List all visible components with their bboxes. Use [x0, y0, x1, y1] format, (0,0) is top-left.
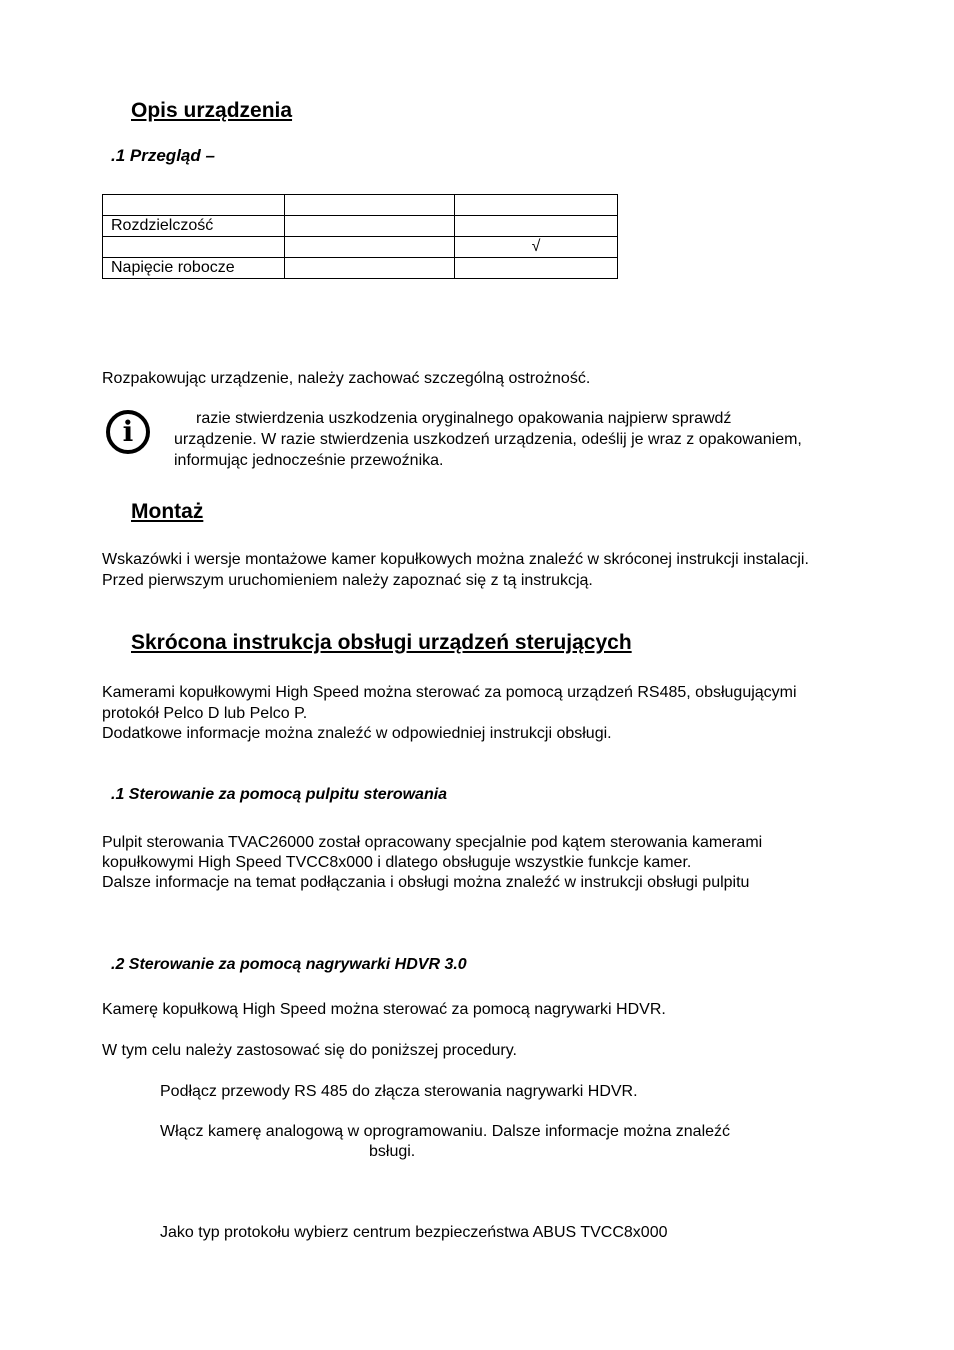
hdvr-step-2a: Włącz kamerę analogową w oprogramowaniu. Dalsze informacje można znaleźć — [160, 1123, 731, 1140]
subheading-hdvr: .2 Sterowanie za pomocą nagrywarki HDVR 3.0 — [111, 956, 467, 973]
pulpit-line-1: Pulpit sterowania TVAC26000 został opracowany specjalnie pod kątem sterowania kamerami — [102, 834, 763, 851]
table-cell — [285, 216, 455, 237]
montaz-line-1: Wskazówki i wersje montażowe kamer kopułkowych można znaleźć w skróconej instrukcji instalacji. — [102, 551, 809, 568]
info-icon-glyph: i — [122, 415, 134, 448]
table-row — [103, 195, 618, 216]
table-row — [103, 237, 618, 258]
table-cell — [285, 237, 455, 258]
hdvr-step-3: Jako typ protokołu wybierz centrum bezpieczeństwa ABUS TVCC8x000 — [160, 1224, 668, 1241]
table-row — [103, 258, 618, 279]
montaz-line-2: Przed pierwszym uruchomieniem należy zapoznać się z tą instrukcją. — [102, 572, 593, 589]
hdvr-line-1: Kamerę kopułkową High Speed można sterować za pomocą nagrywarki HDVR. — [102, 1001, 666, 1018]
pulpit-line-2: kopułkowymi High Speed TVCC8x000 i dlatego obsługuje wszystkie funkcje kamer. — [102, 854, 692, 871]
skrocona-line-1: Kamerami kopułkowymi High Speed można sterować za pomocą urządzeń RS485, obsługującymi — [102, 684, 797, 701]
table-cell — [103, 195, 285, 216]
table-cell — [285, 258, 455, 279]
note-line-2: urządzenie. W razie stwierdzenia uszkodzeń urządzenia, odeślij je wraz z opakowaniem, — [174, 431, 802, 448]
subheading-przeglad: .1 Przegląd – — [111, 146, 215, 165]
table-cell: Napięcie robocze — [103, 258, 285, 279]
table-cell: √ — [455, 237, 618, 258]
unpack-text: Rozpakowując urządzenie, należy zachować szczególną ostrożność. — [102, 370, 591, 387]
subheading-pulpit: .1 Sterowanie za pomocą pulpitu sterowania — [111, 786, 448, 803]
table-row — [103, 216, 618, 237]
spec-table — [102, 194, 618, 279]
note-line-1: razie stwierdzenia uszkodzenia oryginalnego opakowania najpierw sprawdź — [196, 410, 732, 427]
table-cell: Rozdzielczość — [103, 216, 285, 237]
table-cell — [455, 258, 618, 279]
skrocona-line-3: Dodatkowe informacje można znaleźć w odpowiedniej instrukcji obsługi. — [102, 725, 612, 742]
heading-skrocona-instrukcja: Skrócona instrukcja obsługi urządzeń sterujących — [131, 631, 632, 654]
table-cell — [285, 195, 455, 216]
skrocona-line-2: protokół Pelco D lub Pelco P. — [102, 705, 308, 722]
pulpit-line-3: Dalsze informacje na temat podłączania i obsługi można znaleźć w instrukcji obsługi pulpitu — [102, 874, 750, 891]
heading-opis-urzadzenia: Opis urządzenia — [131, 99, 293, 122]
table-cell — [455, 195, 618, 216]
hdvr-step-1: Podłącz przewody RS 485 do złącza sterowania nagrywarki HDVR. — [160, 1083, 638, 1100]
info-icon — [106, 410, 150, 454]
table-cell — [103, 237, 285, 258]
heading-montaz: Montaż — [131, 500, 204, 523]
table-cell — [455, 216, 618, 237]
note-line-3: informując jednocześnie przewoźnika. — [174, 452, 444, 469]
hdvr-line-2: W tym celu należy zastosować się do poniższej procedury. — [102, 1042, 517, 1059]
hdvr-step-2b: bsługi. — [369, 1143, 416, 1160]
